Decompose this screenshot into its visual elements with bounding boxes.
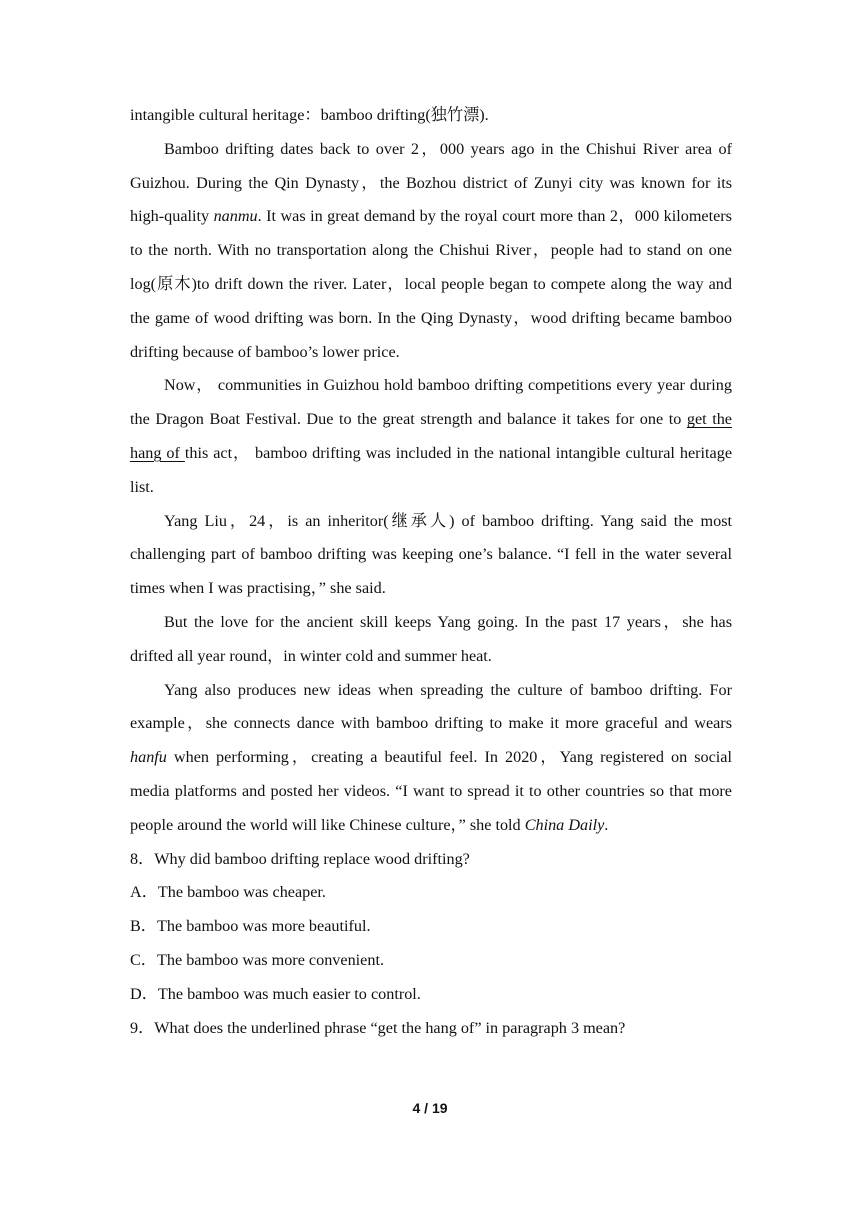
question-9: 9．What does the underlined phrase “get the hang of” in paragraph 3 mean? (130, 1018, 626, 1037)
paragraph-5-text-b: when performing，creating a beautiful feel. In 2020，Yang registered on social media platforms and posted her videos. “I want to spread it to other countries so that more people around the world will like Chinese culture，” she told (130, 748, 732, 834)
paragraph-1-italic: nanmu (213, 207, 258, 226)
paragraph-5-italic-hanfu: hanfu (130, 748, 167, 767)
question-8-option-c: C．The bamboo was more convenient. (130, 950, 384, 969)
paragraph-2-text-a: Now， communities in Guizhou hold bamboo drifting competitions every year during the Dragon Boat Festival. Due to the great strength and balance it takes for one to (130, 376, 732, 429)
question-8-option-a: A．The bamboo was cheaper. (130, 883, 326, 902)
paragraph-5-italic-china-daily: China Daily (524, 815, 605, 834)
paragraph-1 (130, 133, 732, 370)
paragraph-4: But the love for the ancient skill keeps Yang going. In the past 17 years，she has drifted all year round，in winter cold and summer heat. (130, 612, 732, 665)
paragraph-2-text-b: this act， bamboo drifting was included in the national intangible cultural heritage list. (130, 443, 733, 496)
paragraph-intro-tail: intangible cultural heritage：bamboo drifting(独竹漂). (130, 106, 489, 124)
paragraph-1-text-b: . It was in great demand by the royal court more than 2，000 kilometers to the north. With no transportation along the Chishui River，people had to stand on one log(原木)to drift down the river. Later，local people began to compete along the way and the game of wood drifting was born. In the Qing Dynasty，wood drifting became bamboo drifting because of bamboo’s lower price. (130, 207, 732, 361)
paragraph-2 (130, 369, 732, 504)
underlined-phrase: get the hang of (130, 410, 732, 462)
question-8-option-d: D．The bamboo was much easier to control. (130, 984, 421, 1003)
document-page (130, 99, 732, 1045)
paragraph-3: Yang Liu，24，is an inheritor(继承人) of bamboo drifting. Yang said the most challenging part of bamboo drifting was keeping one’s balance. “I fell in the water several times when I was practising，” she said. (130, 511, 732, 598)
question-8: 8．Why did bamboo drifting replace wood drifting? (130, 849, 470, 868)
paragraph-5-text-a: Yang also produces new ideas when spreading the culture of bamboo drifting. For example，she connects dance with bamboo drifting to make it more graceful and wears (130, 680, 732, 733)
question-8-option-b: B．The bamboo was more beautiful. (130, 917, 371, 936)
paragraph-1-text-a: Bamboo drifting dates back to over 2，000 years ago in the Chishui River area of Guizhou. During the Qin Dynasty，the Bozhou district of Zunyi city was known for its high-quality (130, 139, 732, 226)
page-number: 4 / 19 (412, 1100, 448, 1116)
paragraph-5 (130, 674, 732, 843)
paragraph-5-text-c: . (604, 815, 609, 834)
